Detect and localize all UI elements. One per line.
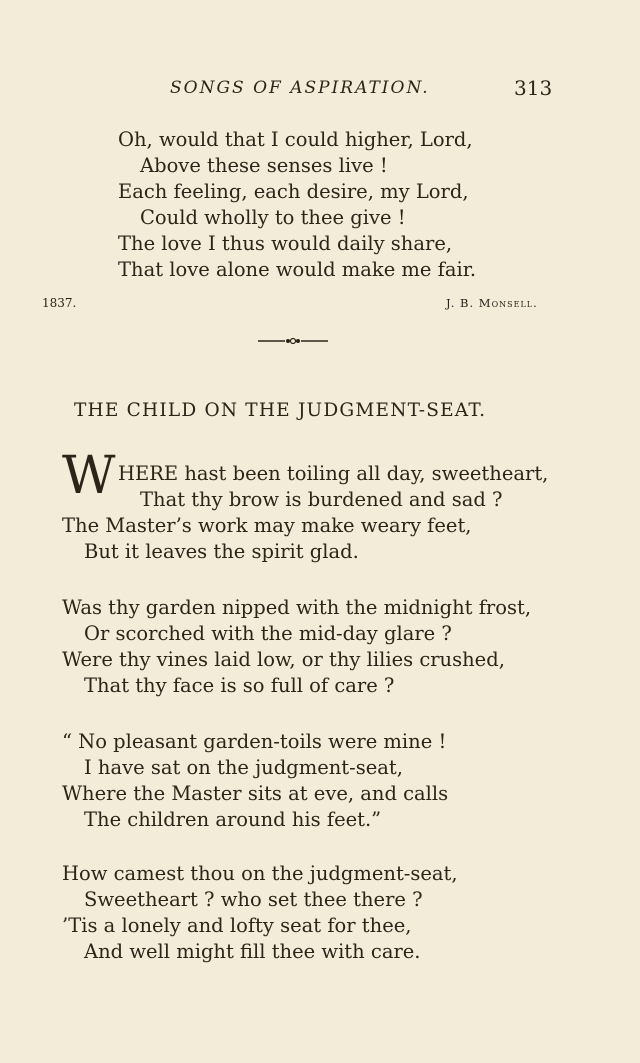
poem-line: Could wholly to thee give ! [140, 206, 406, 229]
poem-date: 1837. [42, 296, 77, 310]
poem-line: Where the Master sits at eve, and calls [62, 782, 449, 805]
poem-line: Above these senses live ! [140, 154, 388, 177]
poem-line: ’Tis a lonely and lofty seat for thee, [62, 914, 412, 937]
poem-line: That thy brow is burdened and sad ? [140, 488, 503, 511]
poem-line: Sweetheart ? who set thee there ? [84, 888, 423, 911]
poem-line: Was thy garden nipped with the midnight frost, [62, 596, 532, 619]
poem-line: The love I thus would daily share, [118, 232, 453, 255]
poem-line: That thy face is so full of care ? [84, 674, 395, 697]
poem-line: Or scorched with the mid-day glare ? [84, 622, 452, 645]
poem-line: Each feeling, each desire, my Lord, [118, 180, 469, 203]
poem-line: The Master’s work may make weary feet, [62, 514, 472, 537]
poem-line: HERE hast been toiling all day, sweetheart, [118, 462, 549, 485]
poem-line: That love alone would make me fair. [118, 258, 477, 281]
page-number: 313 [514, 76, 553, 100]
poem-line: How camest thou on the judgment-seat, [62, 862, 458, 885]
poem-line: And well might fill thee with care. [84, 940, 421, 963]
poem-line: The children around his feet.” [84, 808, 382, 831]
poem-author: J. B. Monsell. [446, 296, 538, 310]
ornament-divider [258, 334, 328, 348]
poem-line: Were thy vines laid low, or thy lilies crushed, [62, 648, 505, 671]
poem-title: THE CHILD ON THE JUDGMENT-SEAT. [74, 400, 487, 421]
poem-line: I have sat on the judgment-seat, [84, 756, 403, 779]
poem-line: But it leaves the spirit glad. [84, 540, 359, 563]
running-head: SONGS OF ASPIRATION. [170, 78, 430, 98]
poem-line: Oh, would that I could higher, Lord, [118, 128, 473, 151]
drop-cap: W [62, 446, 116, 506]
poem-line: “ No pleasant garden-toils were mine ! [62, 730, 447, 753]
